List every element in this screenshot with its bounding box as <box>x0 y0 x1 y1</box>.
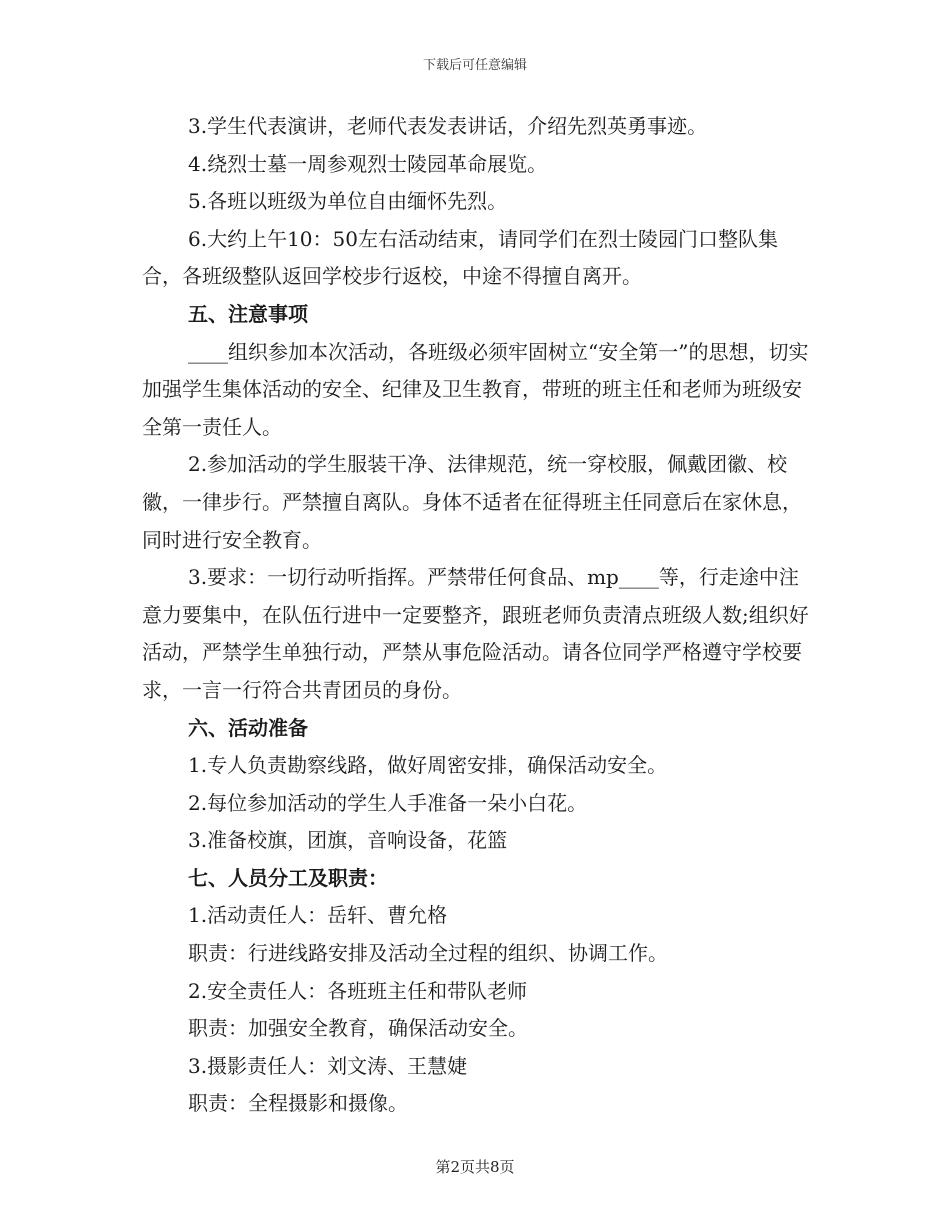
paragraph-duty-3: 职责：全程摄影和摄像。 <box>188 1091 408 1116</box>
section-heading-preparation: 六、活动准备 <box>188 715 308 740</box>
paragraph-precaution-1: ____组织参加本次活动，各班级必须牢固树立“安全第一”的思想，切实加强学生集体活动的安全、纪律及卫生教育，带班的班主任和老师为班级安全第一责任人。 <box>142 339 809 439</box>
paragraph-role-2: 2.安全责任人：各班班主任和带队老师 <box>188 978 528 1003</box>
paragraph-precaution-3: 3.要求：一切行动听指挥。严禁带任何食品、mp____等，行走途中注意力要集中，在队伍行进中一定要整齐，跟班老师负责清点班级人数;组织好活动，严禁学生单独行动，严禁从事危险活动。请各位同学严格遵守学校要求，一言一行符合共青团员的身份。 <box>142 565 809 702</box>
section-heading-responsibilities: 七、人员分工及职责： <box>188 865 388 890</box>
paragraph-preparation-1: 1.专人负责勘察线路，做好周密安排，确保活动安全。 <box>188 753 668 778</box>
paragraph-step-5: 5.各班以班级为单位自由缅怀先烈。 <box>188 189 508 214</box>
paragraph-step-6: 6.大约上午10：50左右活动结束，请同学们在烈士陵园门口整队集合，各班级整队返回学校步行返校，中途不得擅自离开。 <box>142 226 778 289</box>
paragraph-precaution-2: 2.参加活动的学生服装干净、法律规范，统一穿校服，佩戴团徽、校徽，一律步行。严禁擅自离队。身体不适者在征得班主任同意后在家休息，同时进行安全教育。 <box>142 452 802 552</box>
paragraph-duty-2: 职责：加强安全教育，确保活动安全。 <box>188 1016 528 1041</box>
paragraph-role-1: 1.活动责任人：岳轩、曹允格 <box>188 903 448 928</box>
section-heading-precautions: 五、注意事项 <box>188 301 308 326</box>
page-header: 下载后可任意编辑 <box>422 58 527 73</box>
document-body <box>142 108 810 1123</box>
paragraph-role-3: 3.摄影责任人：刘文涛、王慧婕 <box>188 1053 468 1078</box>
paragraph-step-4: 4.绕烈士墓一周参观烈士陵园革命展览。 <box>188 151 548 176</box>
paragraph-duty-1: 职责：行进线路安排及活动全过程的组织、协调工作。 <box>188 941 668 966</box>
paragraph-preparation-3: 3.准备校旗，团旗，音响设备，花篮 <box>188 828 508 853</box>
paragraph-preparation-2: 2.每位参加活动的学生人手准备一朵小白花。 <box>188 790 588 815</box>
page-footer: 第2页共8页 <box>435 1158 515 1176</box>
paragraph-step-3: 3.学生代表演讲，老师代表发表讲话，介绍先烈英勇事迹。 <box>188 114 708 138</box>
